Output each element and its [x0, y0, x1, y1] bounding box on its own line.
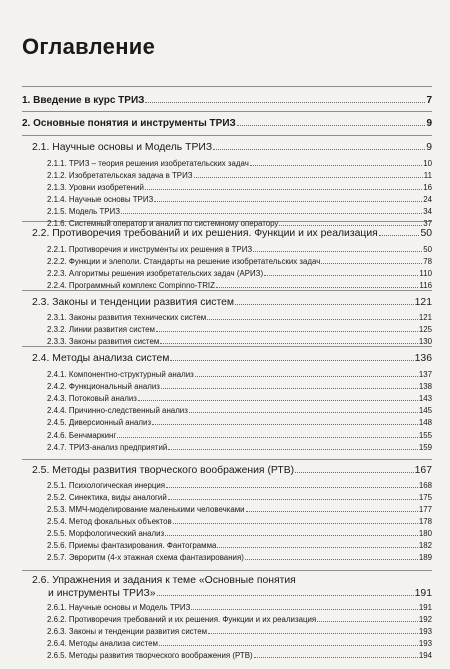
toc-entry-page: 192 [418, 615, 432, 624]
toc-entry[interactable] [47, 337, 432, 346]
page-title: Оглавление [22, 34, 156, 59]
toc-entry-title: 2.2.2. Функции и элеполи. Стандарты на решение изобретательских задач [47, 257, 321, 266]
toc-entry-page: 148 [418, 418, 432, 427]
toc-entry-page: 24 [423, 195, 432, 204]
toc-entry[interactable] [32, 228, 432, 239]
toc-entry[interactable] [47, 481, 432, 490]
toc-entry[interactable] [47, 325, 432, 334]
toc-entry-page: 50 [420, 228, 432, 239]
toc-entry-title: 2.5.6. Приемы фантазирования. Фантограмма [47, 541, 217, 550]
toc-entry[interactable] [32, 297, 432, 308]
toc-entry[interactable] [47, 171, 432, 180]
toc-entry-title: 2.5.5. Морфологический анализ [47, 529, 165, 538]
toc-entry-page: 137 [418, 370, 432, 379]
divider [22, 290, 432, 291]
toc-entry-page: 11 [423, 171, 432, 180]
toc-entry[interactable] [47, 603, 432, 612]
toc-entry[interactable] [47, 517, 432, 526]
toc-entry[interactable] [47, 418, 432, 427]
toc-entry-page: 125 [418, 325, 432, 334]
toc-entry[interactable] [47, 651, 432, 660]
toc-entry-page: 16 [423, 183, 432, 192]
toc-entry[interactable] [47, 159, 432, 168]
toc-entry[interactable] [47, 406, 432, 415]
toc-entry-title: 2.1.3. Уровни изобретений [47, 183, 144, 192]
toc-entry-title: 2.5.4. Метод фокальных объектов [47, 517, 172, 526]
toc-entry-title: 2.6.4. Методы анализа систем [47, 639, 158, 648]
toc-entry-page: 159 [418, 443, 432, 452]
toc-entry[interactable] [47, 505, 432, 514]
toc-entry[interactable] [47, 493, 432, 502]
toc-entry-page: 121 [418, 313, 432, 322]
divider [22, 570, 432, 571]
toc-entry-page: 177 [418, 505, 432, 514]
toc-entry[interactable] [32, 465, 432, 476]
toc-entry-title: 2.2.3. Алгоритмы решения изобретательских задач (АРИЗ) [47, 269, 264, 278]
toc-entry-title: 2.3.3. Законы развития систем [47, 337, 160, 346]
toc-entry-title-line1[interactable]: 2.6. Упражнения и задания к теме «Основные понятия [32, 575, 296, 586]
toc-entry-page: 155 [418, 431, 432, 440]
toc-entry-title: 2.1.6. Системный оператор и анализ по системному оператору [47, 219, 279, 228]
divider [22, 135, 432, 136]
toc-entry-title: 2.4.5. Диверсионный анализ [47, 418, 152, 427]
toc-entry-title: 2.4.3. Потоковый анализ [47, 394, 137, 403]
toc-entry-title: 2.5.2. Синектика, виды аналогий [47, 493, 167, 502]
toc-entry-title: 2.6.3. Законы и тенденции развития систем [47, 627, 208, 636]
toc-entry-title: 2.6.2. Противоречия требований и их решения. Функции и их реализация [47, 615, 317, 624]
toc-entry-title: 2.5.7. Эвроритм (4-х этажная схема фантазирования) [47, 553, 244, 562]
toc-entry-page: 145 [418, 406, 432, 415]
toc-entry-page: 9 [426, 142, 432, 153]
toc-entry-page: 191 [414, 588, 432, 599]
toc-entry-title: 2.5.3. ММЧ-моделирование маленькими человечками [47, 505, 245, 514]
toc-entry-page: 175 [418, 493, 432, 502]
toc-entry[interactable] [47, 382, 432, 391]
divider [22, 111, 432, 112]
divider [22, 459, 432, 460]
toc-entry-title: 2.4.7. ТРИЗ-анализ предприятий [47, 443, 168, 452]
toc-entry[interactable] [47, 269, 432, 278]
toc-entry-page: 7 [426, 95, 432, 106]
toc-entry[interactable] [47, 219, 432, 228]
toc-entry-title: 2.5.1. Психологическая инерция [47, 481, 166, 490]
toc-entry-title: 2. Основные понятия и инструменты ТРИЗ [22, 118, 236, 129]
toc-entry-title: 2.4.1. Компонентно-структурный анализ [47, 370, 194, 379]
toc-entry-page: 121 [414, 297, 432, 308]
toc-entry-page: 178 [418, 517, 432, 526]
toc-entry[interactable] [47, 394, 432, 403]
toc-entry-title: 2.6.5. Методы развития творческого воображения (РТВ) [47, 651, 253, 660]
toc-entry-title: 2.1.2. Изобретательская задача в ТРИЗ [47, 171, 193, 180]
toc-entry-page: 194 [418, 651, 432, 660]
toc-entry-title: 2.2.1. Противоречия и инструменты их решения в ТРИЗ [47, 245, 253, 254]
toc-entry-title: 2.4.6. Бенчмаркинг [47, 431, 117, 440]
toc-entry[interactable] [47, 207, 432, 216]
toc-entry[interactable] [47, 639, 432, 648]
toc-entry-title: 2.1.5. Модель ТРИЗ [47, 207, 120, 216]
toc-entry-title: 2.4. Методы анализа систем [32, 353, 170, 364]
toc-entry-page: 10 [423, 159, 432, 168]
toc-entry-title: 2.4.4. Причинно-следственный анализ [47, 406, 188, 415]
toc-entry[interactable] [47, 443, 432, 452]
toc-entry-page: 180 [418, 529, 432, 538]
toc-entry[interactable] [47, 313, 432, 322]
toc-entry-page: 143 [418, 394, 432, 403]
toc-entry-page: 167 [414, 465, 432, 476]
toc-entry-title: 2.5. Методы развития творческого воображения (РТВ) [32, 465, 295, 476]
toc-entry-title: 1. Введение в курс ТРИЗ [22, 95, 145, 106]
toc-entry-page: 138 [418, 382, 432, 391]
toc-entry[interactable] [47, 195, 432, 204]
toc-entry-page: 136 [414, 353, 432, 364]
toc-entry[interactable] [47, 245, 432, 254]
toc-entry-page: 9 [426, 118, 432, 129]
toc-entry[interactable] [48, 588, 432, 599]
toc-entry[interactable] [47, 183, 432, 192]
toc-entry-title: 2.4.2. Функциональный анализ [47, 382, 160, 391]
toc-entry-page: 193 [418, 627, 432, 636]
divider [22, 86, 432, 87]
toc-entry[interactable] [22, 118, 432, 129]
toc-entry[interactable] [32, 142, 432, 153]
toc-entry-page: 193 [418, 639, 432, 648]
toc-entry-page: 116 [419, 281, 432, 290]
toc-entry-page: 130 [418, 337, 432, 346]
toc-entry-page: 168 [418, 481, 432, 490]
toc-entry-title: 2.2.4. Программный комплекс Compinno-TRIZ [47, 281, 215, 290]
toc-entry[interactable] [47, 615, 432, 624]
toc-entry-page: 182 [418, 541, 432, 550]
toc-entry-title: 2.3.1. Законы развития технических систем [47, 313, 207, 322]
toc-entry[interactable] [47, 281, 432, 290]
toc-entry-page: 37 [423, 219, 432, 228]
toc-entry-title: и инструменты ТРИЗ» [48, 588, 156, 599]
toc-entry[interactable] [32, 353, 432, 364]
toc-entry-title: 2.3. Законы и тенденции развития систем [32, 297, 235, 308]
toc-entry[interactable] [47, 370, 432, 379]
toc-entry-page: 78 [423, 257, 432, 266]
toc-entry-page: 189 [418, 553, 432, 562]
toc-entry-title: 2.2. Противоречия требований и их решения. Функции и их реализация [32, 228, 378, 239]
toc-entry-title: 2.1. Научные основы и Модель ТРИЗ [32, 142, 213, 153]
toc-entry-title: 2.3.2. Линии развития систем [47, 325, 155, 334]
toc-entry-page: 34 [423, 207, 432, 216]
toc-entry-title: 2.1.1. ТРИЗ – теория решения изобретательских задач [47, 159, 249, 168]
toc-entry[interactable] [22, 95, 432, 106]
toc-entry[interactable] [47, 431, 432, 440]
toc-entry-title: 2.1.4. Научные основы ТРИЗ [47, 195, 154, 204]
toc-entry[interactable] [47, 553, 432, 562]
toc-entry-page: 50 [423, 245, 432, 254]
toc-entry-title: 2.6.1. Научные основы и Модель ТРИЗ [47, 603, 191, 612]
toc-entry[interactable] [47, 541, 432, 550]
toc-entry[interactable] [47, 529, 432, 538]
toc-entry-page: 110 [419, 269, 432, 278]
toc-entry-page: 191 [418, 603, 432, 612]
divider [22, 346, 432, 347]
toc-entry[interactable] [47, 257, 432, 266]
toc-entry[interactable] [47, 627, 432, 636]
